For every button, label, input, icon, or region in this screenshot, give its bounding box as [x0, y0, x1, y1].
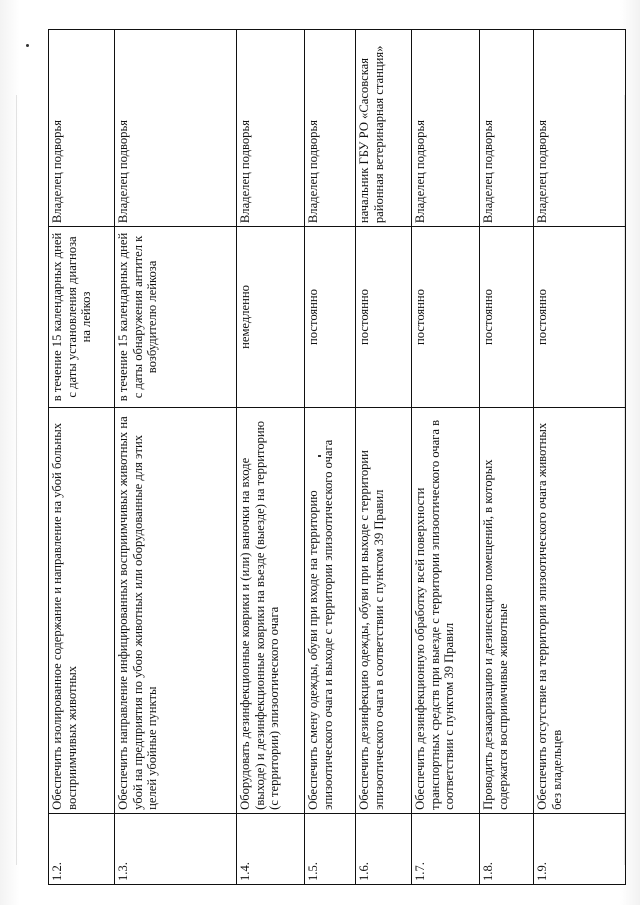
row-action: Обеспечить дезинфекцию одежды, обуви при выходе с территории эпизоотического очага в соответствии с пунктом 39 Правил: [356, 407, 412, 813]
row-number: 1.3.: [115, 813, 237, 884]
row-number: 1.4.: [237, 813, 305, 884]
table-row: [115, 30, 237, 885]
row-number: 1.9.: [534, 813, 626, 884]
row-timing: постоянно: [356, 227, 412, 408]
table-row: [480, 30, 534, 885]
row-timing: в течение 15 календарных дней с даты установления диагноза на лейкоз: [49, 227, 115, 408]
row-responsible: Владелец подворья: [305, 30, 356, 227]
table-row: [356, 30, 412, 885]
row-action: Обеспечить отсутствие на территории эпизоотического очага животных без владельцев: [534, 407, 626, 813]
table-row: [237, 30, 305, 885]
scan-speck: [26, 44, 29, 47]
scan-edge-left: [16, 95, 17, 865]
row-number: 1.6.: [356, 813, 412, 884]
row-responsible: начальник ГБУ РО «Сасовская районная ветеринарная станция»: [356, 30, 412, 227]
row-timing: немедленно: [237, 227, 305, 408]
row-action: Проводить дезакаризацию и дезинсекцию помещений, в которых содержатся восприимчивые животные: [480, 407, 534, 813]
row-timing: постоянно: [305, 227, 356, 408]
row-responsible: Владелец подворья: [412, 30, 480, 227]
table-row: [49, 30, 115, 885]
row-number: 1.5.: [305, 813, 356, 884]
row-action: Обеспечить изолированное содержание и направление на убой больных восприимчивых животных: [49, 407, 115, 813]
row-responsible: Владелец подворья: [49, 30, 115, 227]
row-action: Обеспечить направление инфицированных восприимчивых животных на убой на предприятия по убою животных или оборудованные для этих целей убойные пункты: [115, 407, 237, 813]
table-row: [412, 30, 480, 885]
row-action: Оборудовать дезинфекционные коврики и (или) ваночки на входе (выходе) и дезинфекционные коврики на въезде (выезде) на территорию (с территории) эпизоотического очага: [237, 407, 305, 813]
measures-table: [48, 29, 626, 885]
row-responsible: Владелец подворья: [237, 30, 305, 227]
row-number: 1.8.: [480, 813, 534, 884]
rotated-page: [48, 29, 625, 885]
table-row: [534, 30, 626, 885]
row-timing: постоянно: [534, 227, 626, 408]
row-number: 1.2.: [49, 813, 115, 884]
row-timing: в течение 15 календарных дней с даты обнаружения антител к возбудителю лейкоза: [115, 227, 237, 408]
row-action: Обеспечить дезинфекционную обработку всей поверхности транспортных средств при выезде с территории эпизоотического очага в соответствии с пунктом 39 Правил: [412, 407, 480, 813]
row-action: Обеспечить смену одежды, обуви при входе на территорию эпизоотического очага и выходе с территории эпизоотического очага: [305, 407, 356, 813]
row-responsible: Владелец подворья: [480, 30, 534, 227]
row-timing: постоянно: [480, 227, 534, 408]
row-number: 1.7.: [412, 813, 480, 884]
row-responsible: Владелец подворья: [115, 30, 237, 227]
table-row: [305, 30, 356, 885]
row-responsible: Владелец подворья: [534, 30, 626, 227]
row-timing: постоянно: [412, 227, 480, 408]
